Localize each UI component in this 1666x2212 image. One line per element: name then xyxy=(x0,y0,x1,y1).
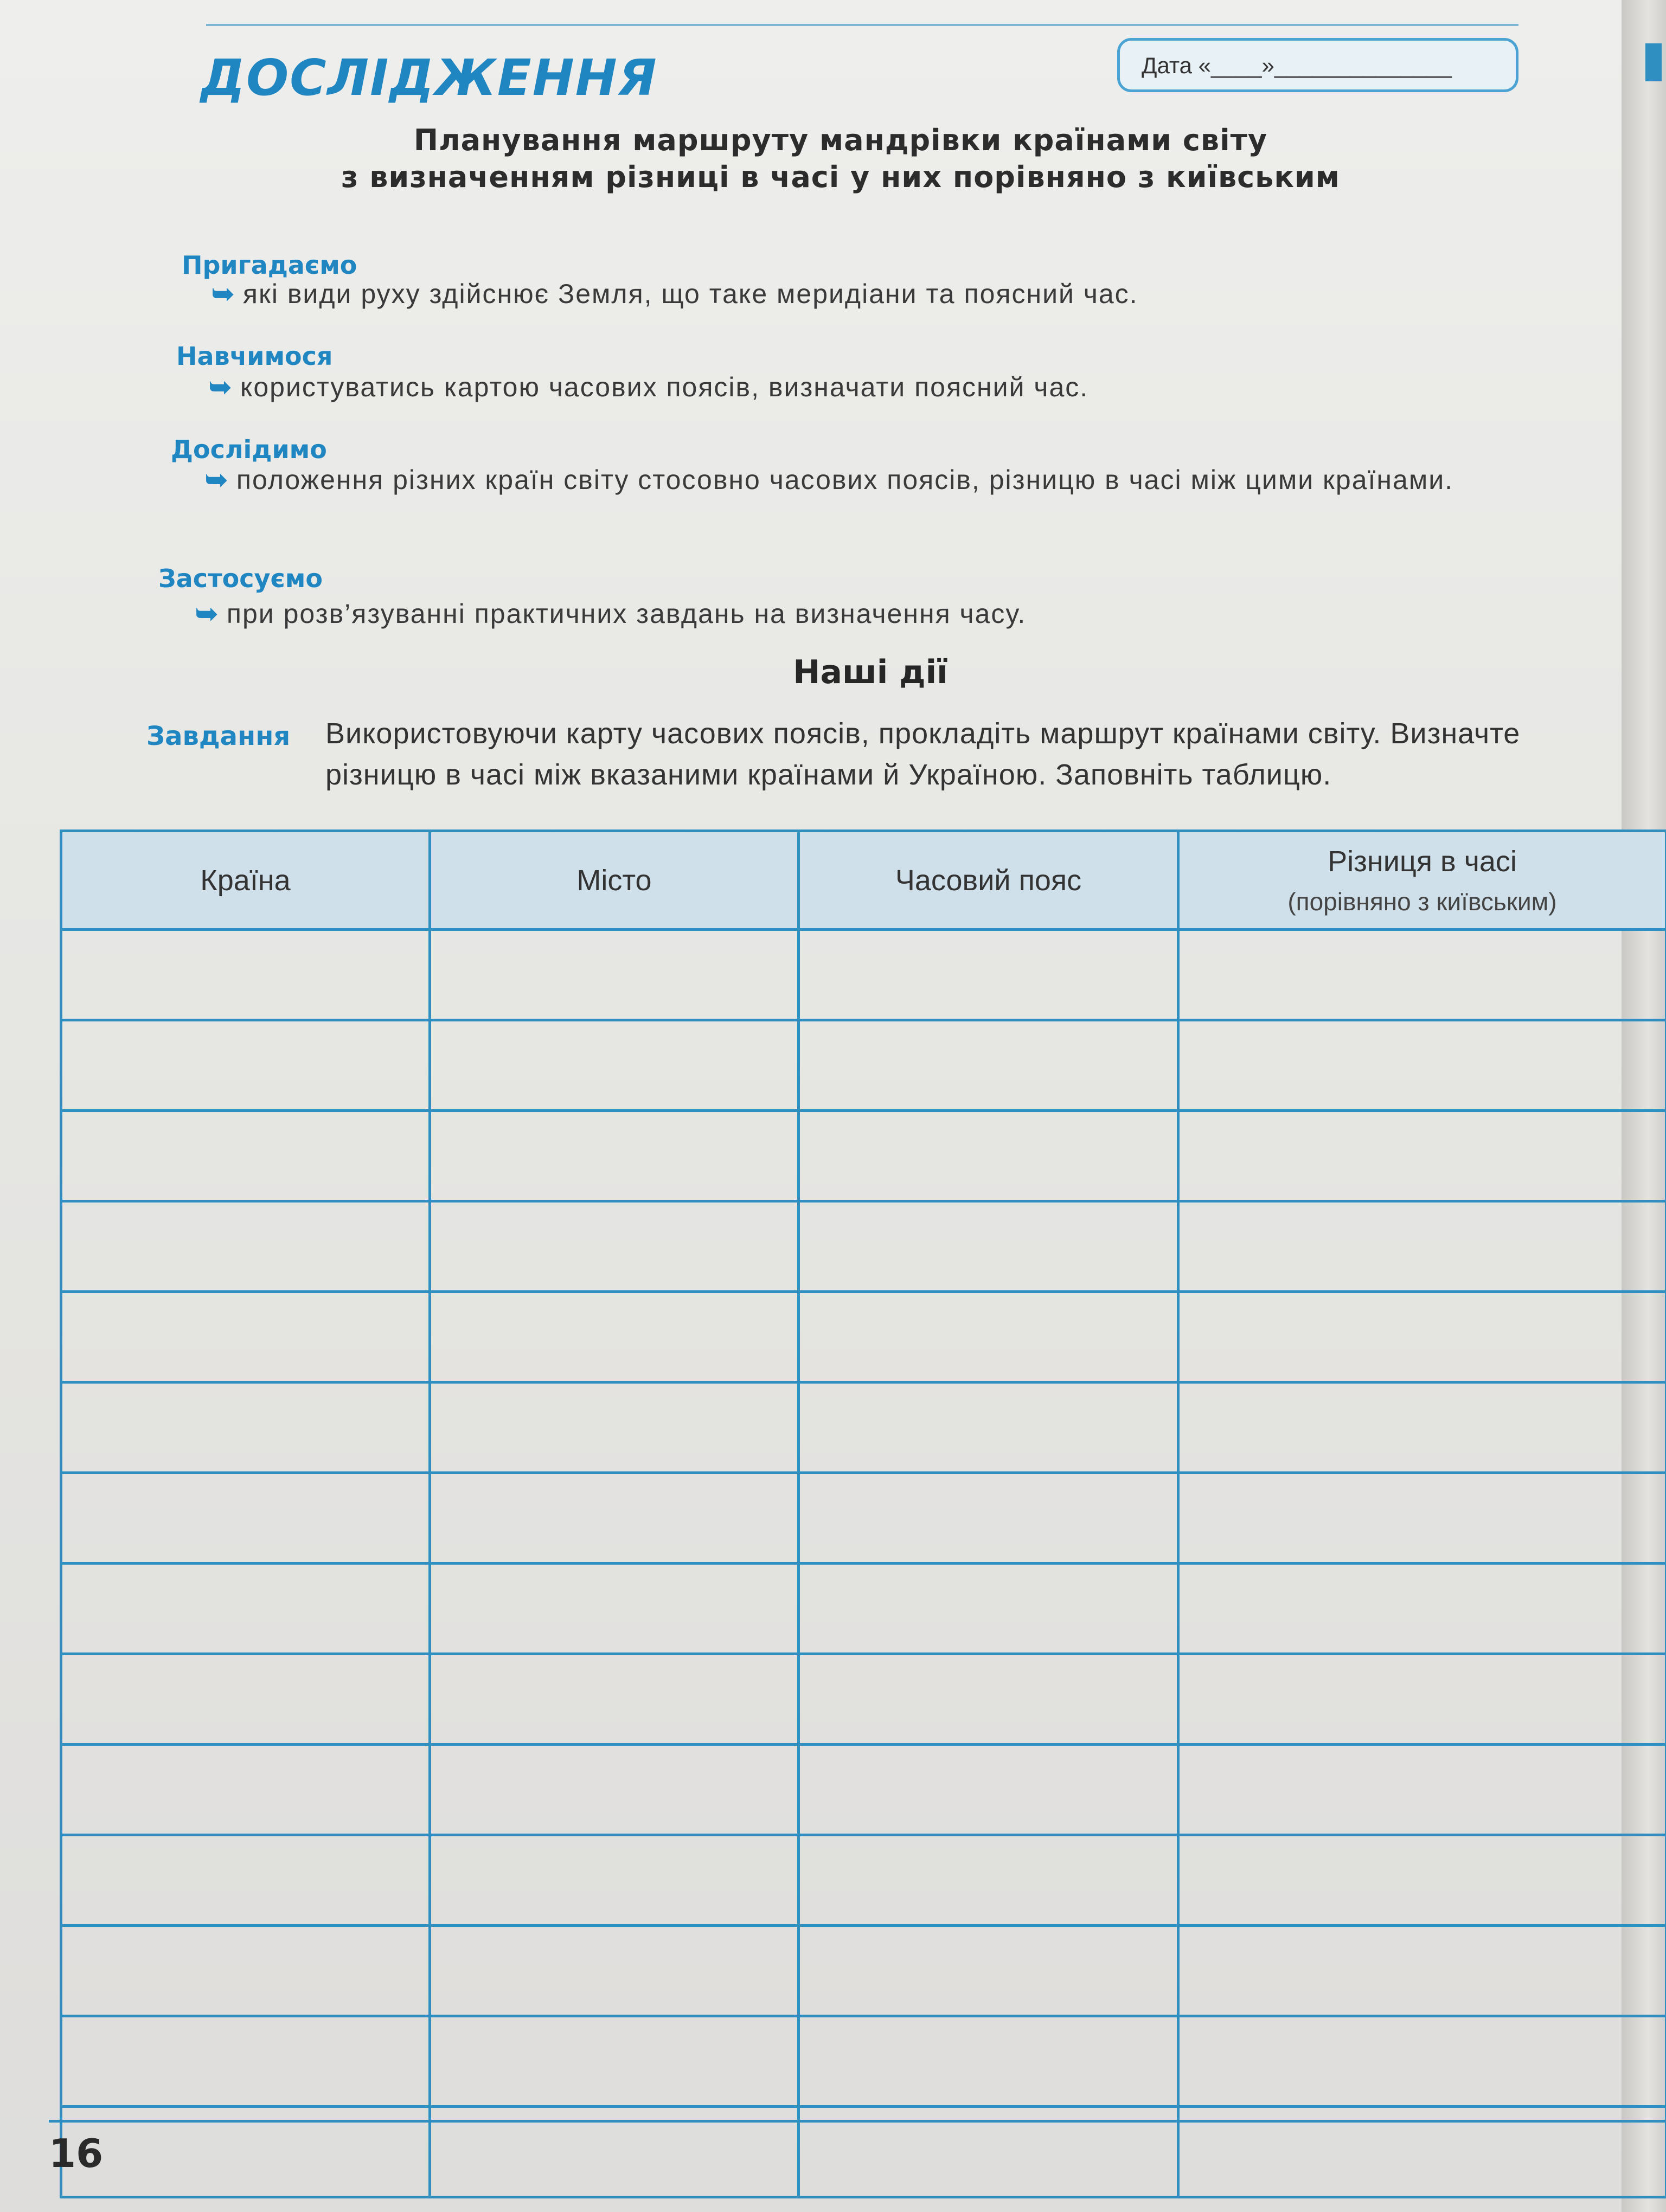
actions-heading: Наші дії xyxy=(793,653,948,691)
column-header-time-zone: Часовий пояс xyxy=(799,831,1178,930)
cell-time-zone[interactable] xyxy=(799,2016,1178,2107)
cell-city[interactable] xyxy=(430,2016,799,2107)
cell-city[interactable] xyxy=(430,1382,799,1473)
cell-time-difference[interactable] xyxy=(1178,1020,1666,1111)
table-row xyxy=(61,1020,1666,1111)
cell-city[interactable] xyxy=(430,1564,799,1654)
cell-time-difference[interactable] xyxy=(1178,1111,1666,1201)
subtitle-line-2: з визначенням різниці в часі у них порівняно з київським xyxy=(341,160,1340,194)
bottom-rule xyxy=(49,2120,1665,2123)
table-row xyxy=(61,930,1666,1020)
cell-country[interactable] xyxy=(61,1654,430,1745)
cell-time-difference[interactable] xyxy=(1178,1745,1666,1835)
section-heading-remember: Пригадаємо xyxy=(182,250,357,280)
cell-city[interactable] xyxy=(430,1926,799,2016)
cell-city[interactable] xyxy=(430,1654,799,1745)
cell-time-difference[interactable] xyxy=(1178,930,1666,1020)
table-row xyxy=(61,2016,1666,2107)
column-header-country: Країна xyxy=(61,831,430,930)
cell-time-difference[interactable] xyxy=(1178,1926,1666,2016)
section-text-apply xyxy=(195,594,1578,634)
cell-time-difference[interactable] xyxy=(1178,1564,1666,1654)
cell-country[interactable] xyxy=(61,1926,430,2016)
cell-country[interactable] xyxy=(61,1564,430,1654)
table-row xyxy=(61,1201,1666,1292)
cell-time-difference[interactable] xyxy=(1178,1292,1666,1382)
cell-city[interactable] xyxy=(430,1020,799,1111)
section-body: положення різних країн світу стосовно часових поясів, різницю в часі між цими країнами. xyxy=(236,465,1454,495)
cell-time-zone[interactable] xyxy=(799,1835,1178,1926)
section-heading-apply: Застосуємо xyxy=(158,564,323,593)
table-row xyxy=(61,1111,1666,1201)
page-tab-marker xyxy=(1645,43,1662,81)
table-row xyxy=(61,1473,1666,1564)
cell-time-zone[interactable] xyxy=(799,1292,1178,1382)
cell-country[interactable] xyxy=(61,1382,430,1473)
cell-country[interactable] xyxy=(61,1292,430,1382)
cell-country[interactable] xyxy=(61,1835,430,1926)
task-text: Використовуючи карту часових поясів, прокладіть маршрут країнами світу. Визначте різницю в часі між вказаними країнами й Україною. Заповніть таблицю. xyxy=(325,717,1521,791)
arrow-icon: ➥ xyxy=(205,465,229,495)
task-label: Завдання xyxy=(146,721,291,751)
column-header-city: Місто xyxy=(430,831,799,930)
cell-city[interactable] xyxy=(430,1292,799,1382)
cell-city[interactable] xyxy=(430,1473,799,1564)
cell-country[interactable] xyxy=(61,1111,430,1201)
column-header-time-difference-label: Різниця в часі xyxy=(1328,845,1517,878)
cell-time-difference[interactable] xyxy=(1178,1835,1666,1926)
arrow-icon: ➥ xyxy=(212,279,235,309)
date-field[interactable] xyxy=(1117,38,1518,92)
cell-time-zone[interactable] xyxy=(799,1201,1178,1292)
cell-time-zone[interactable] xyxy=(799,1564,1178,1654)
cell-country[interactable] xyxy=(61,1020,430,1111)
arrow-icon: ➥ xyxy=(209,372,233,402)
date-label: Дата «____»______________ xyxy=(1142,53,1452,78)
cell-country[interactable] xyxy=(61,1473,430,1564)
cell-city[interactable] xyxy=(430,1111,799,1201)
cell-time-zone[interactable] xyxy=(799,930,1178,1020)
table-row xyxy=(61,1835,1666,1926)
table-body xyxy=(61,930,1666,2197)
cell-time-zone[interactable] xyxy=(799,1020,1178,1111)
cell-time-zone[interactable] xyxy=(799,1473,1178,1564)
section-body: при розв’язуванні практичних завдань на визначення часу. xyxy=(226,599,1027,629)
cell-time-difference[interactable] xyxy=(1178,1473,1666,1564)
cell-country[interactable] xyxy=(61,2016,430,2107)
cell-country[interactable] xyxy=(61,1201,430,1292)
cell-time-zone[interactable] xyxy=(799,1111,1178,1201)
column-header-time-difference xyxy=(1178,831,1666,930)
arrow-icon: ➥ xyxy=(195,599,219,629)
subtitle-line-1: Планування маршруту мандрівки країнами світу xyxy=(413,123,1268,157)
cell-time-difference[interactable] xyxy=(1178,1201,1666,1292)
table-row xyxy=(61,1654,1666,1745)
section-body: які види руху здійснює Земля, що таке меридіани та поясний час. xyxy=(242,279,1138,309)
cell-time-difference[interactable] xyxy=(1178,2016,1666,2107)
cell-city[interactable] xyxy=(430,930,799,1020)
table-row xyxy=(61,1926,1666,2016)
route-table-wrapper xyxy=(60,829,1665,2131)
cell-city[interactable] xyxy=(430,1201,799,1292)
section-heading-investigate: Дослідимо xyxy=(171,435,327,464)
cell-time-zone[interactable] xyxy=(799,1382,1178,1473)
cell-time-difference[interactable] xyxy=(1178,1382,1666,1473)
cell-country[interactable] xyxy=(61,930,430,1020)
lesson-subtitle xyxy=(325,122,1356,196)
column-header-note: (порівняно з київським) xyxy=(1287,887,1557,916)
section-heading-learn: Навчимося xyxy=(176,342,333,371)
route-table xyxy=(60,829,1666,2198)
cell-time-zone[interactable] xyxy=(799,1926,1178,2016)
table-header-row xyxy=(61,831,1666,930)
page-title: ДОСЛІДЖЕННЯ xyxy=(201,49,658,107)
page-number: 16 xyxy=(49,2131,104,2176)
table-row xyxy=(61,1292,1666,1382)
table-row xyxy=(61,1564,1666,1654)
table-row xyxy=(61,1382,1666,1473)
top-rule xyxy=(206,24,1518,26)
section-text-learn xyxy=(209,367,1565,407)
cell-time-zone[interactable] xyxy=(799,1745,1178,1835)
cell-city[interactable] xyxy=(430,1745,799,1835)
section-text-investigate xyxy=(205,460,1577,500)
cell-city[interactable] xyxy=(430,1835,799,1926)
cell-time-difference[interactable] xyxy=(1178,1654,1666,1745)
section-text-remember xyxy=(212,274,1567,314)
table-row xyxy=(61,1745,1666,1835)
cell-time-zone[interactable] xyxy=(799,1654,1178,1745)
section-body: користуватись картою часових поясів, визначати поясний час. xyxy=(240,372,1089,402)
cell-country[interactable] xyxy=(61,1745,430,1835)
